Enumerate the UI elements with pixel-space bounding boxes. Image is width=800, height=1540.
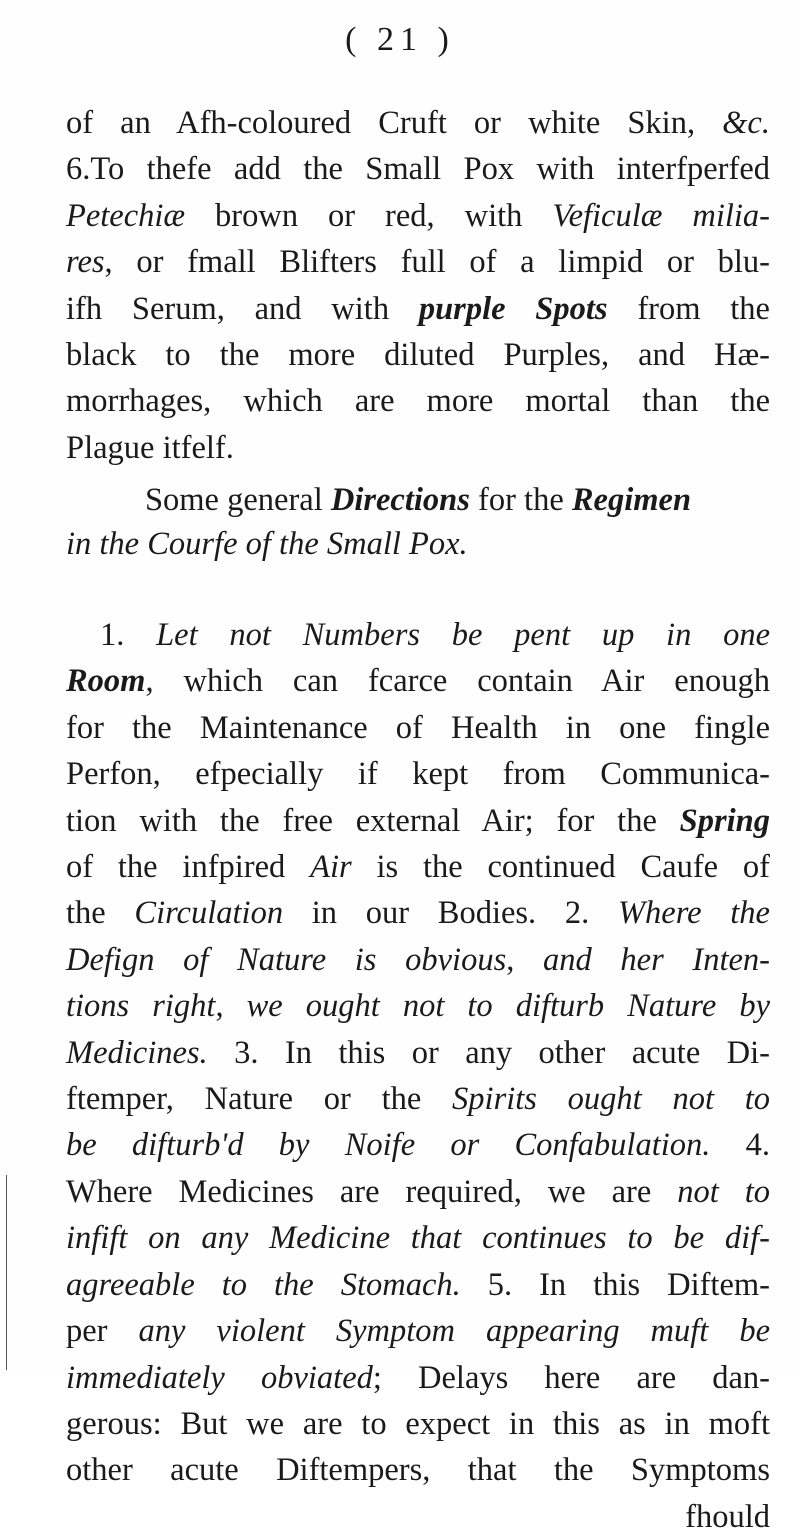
text-line: ftemper, Nature or the Spirits ought not to xyxy=(66,1081,770,1118)
text-line: Medicines. 3. In this or any other acute Di- xyxy=(66,1034,770,1071)
catchword: fhould xyxy=(685,1498,770,1535)
text-line: tions right, we ought not to difturb Nature by xyxy=(66,988,770,1025)
section-heading xyxy=(66,478,770,566)
text-line: Petechiæ brown or red, with Veficulæ milia- xyxy=(66,197,770,234)
text-line: ifh Serum, and with purple Spots from the xyxy=(66,290,770,327)
heading-line: Some general Directions for the Regimen xyxy=(144,482,692,518)
page-edge-line xyxy=(6,1175,7,1370)
text-line: Where Medicines are required, we are not to xyxy=(66,1173,770,1210)
text-line: other acute Diftempers, that the Symptoms xyxy=(66,1452,770,1489)
directions-paragraph xyxy=(66,612,770,1540)
text-line: gerous: But we are to expect in this as in moft xyxy=(66,1405,770,1442)
text-line: of the infpired Air is the continued Caufe of xyxy=(66,849,770,886)
text-line: of an Afh-coloured Cruft or white Skin, &c. xyxy=(66,105,770,141)
text-line: Perfon, efpecially if kept from Communica- xyxy=(66,756,770,793)
text-line: for the Maintenance of Health in one fingle xyxy=(66,709,770,746)
text-line: res, or fmall Blifters full of a limpid or blu- xyxy=(66,244,770,281)
page-number: ( 21 ) xyxy=(345,21,455,58)
text-line: tion with the free external Air; for the Spring xyxy=(66,802,770,839)
text-line: the Circulation in our Bodies. 2. Where the xyxy=(66,895,770,932)
text-line: 6.To thefe add the Small Pox with interfperfed xyxy=(66,151,770,188)
text-line: Room, which can fcarce contain Air enough xyxy=(66,663,770,700)
text-line: 1. Let not Numbers be pent up in one xyxy=(100,617,770,653)
text-line: black to the more diluted Purples, and Hæ- xyxy=(66,337,770,374)
text-line: infift on any Medicine that continues to be dif- xyxy=(66,1220,770,1257)
text-line: morrhages, which are more mortal than the xyxy=(66,383,770,420)
text-line: agreeable to the Stomach. 5. In this Diftem- xyxy=(66,1266,770,1303)
heading-line: in the Courfe of the Small Pox. xyxy=(66,526,468,562)
text-line: immediately obviated; Delays here are dan- xyxy=(66,1359,770,1396)
text-line: Defign of Nature is obvious, and her Inten- xyxy=(66,941,770,978)
paragraph-continuation xyxy=(66,100,770,471)
text-line: be difturb'd by Noife or Confabulation. 4. xyxy=(66,1127,770,1164)
text-line: Plague itfelf. xyxy=(66,429,234,466)
text-line: per any violent Symptom appearing muft be xyxy=(66,1313,771,1350)
